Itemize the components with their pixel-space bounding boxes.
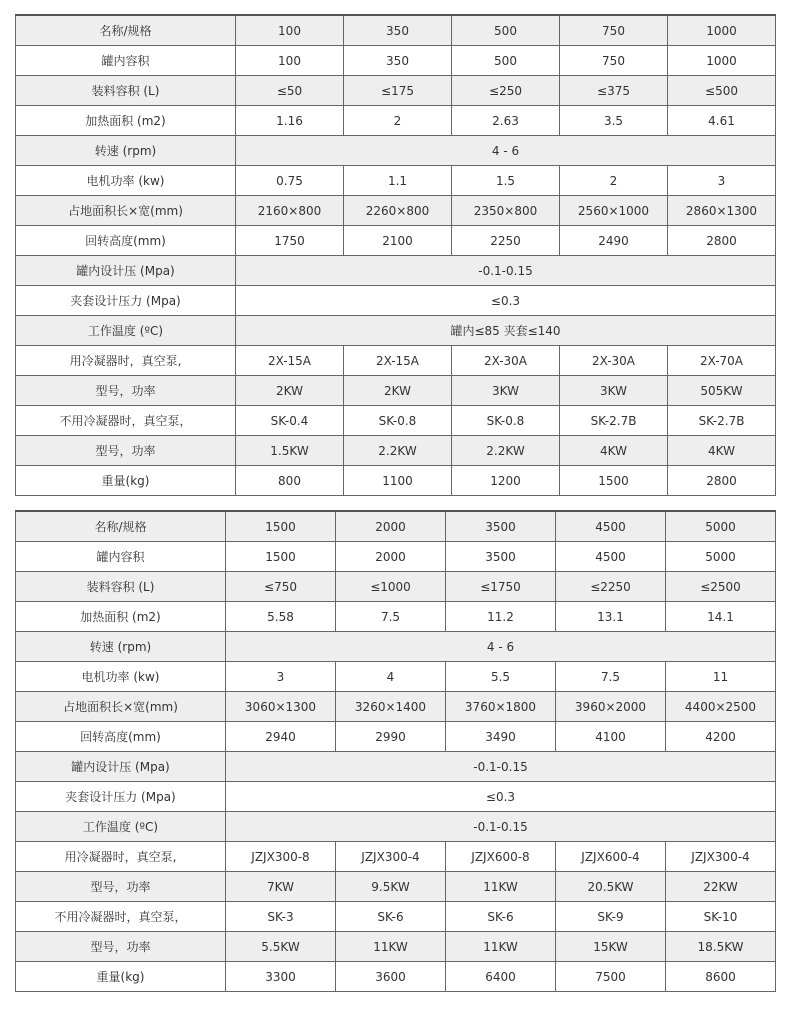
- value-cell: 7.5: [336, 602, 446, 632]
- value-cell: ≤500: [668, 76, 776, 106]
- value-cell: 18.5KW: [666, 932, 776, 962]
- value-cell: 4 - 6: [236, 136, 776, 166]
- value-cell: 3.5: [560, 106, 668, 136]
- table-row: [16, 196, 776, 226]
- table-row: [16, 346, 776, 376]
- value-cell: 6400: [446, 962, 556, 992]
- value-cell: 750: [560, 46, 668, 76]
- value-cell: JZJX300-8: [226, 842, 336, 872]
- value-cell: 0.75: [236, 166, 344, 196]
- value-cell: SK-9: [556, 902, 666, 932]
- value-cell: -0.1-0.15: [226, 752, 776, 782]
- column-header-cell: 2000: [336, 511, 446, 542]
- row-label-cell: 名称/规格: [16, 15, 236, 46]
- value-cell: 3490: [446, 722, 556, 752]
- table-row: [16, 812, 776, 842]
- row-label-cell: 用冷凝器时，真空泵,: [16, 842, 226, 872]
- value-cell: 3: [226, 662, 336, 692]
- value-cell: 2250: [452, 226, 560, 256]
- value-cell: 1100: [344, 466, 452, 496]
- value-cell: 2260×800: [344, 196, 452, 226]
- row-label-cell: 装料容积 (L): [16, 572, 226, 602]
- table-row: [16, 286, 776, 316]
- table-row: [16, 542, 776, 572]
- value-cell: 800: [236, 466, 344, 496]
- table-header-row: [16, 15, 776, 46]
- value-cell: ≤175: [344, 76, 452, 106]
- value-cell: 2X-15A: [344, 346, 452, 376]
- table-header-row: [16, 511, 776, 542]
- row-label-cell: 不用冷凝器时，真空泵，: [16, 406, 236, 436]
- row-label-cell: 罐内设计压 (Mpa): [16, 256, 236, 286]
- value-cell: 11.2: [446, 602, 556, 632]
- value-cell: 2.2KW: [344, 436, 452, 466]
- value-cell: ≤50: [236, 76, 344, 106]
- value-cell: 14.1: [666, 602, 776, 632]
- row-label-cell: 加热面积 (m2): [16, 602, 226, 632]
- value-cell: 3500: [446, 542, 556, 572]
- table-row: [16, 256, 776, 286]
- value-cell: 11: [666, 662, 776, 692]
- value-cell: 22KW: [666, 872, 776, 902]
- value-cell: 3260×1400: [336, 692, 446, 722]
- value-cell: ≤375: [560, 76, 668, 106]
- spec-table-2: [15, 510, 776, 992]
- row-label-cell: 不用冷凝器时，真空泵，: [16, 902, 226, 932]
- value-cell: 2.2KW: [452, 436, 560, 466]
- value-cell: 3060×1300: [226, 692, 336, 722]
- value-cell: 9.5KW: [336, 872, 446, 902]
- value-cell: ≤0.3: [226, 782, 776, 812]
- value-cell: 2X-15A: [236, 346, 344, 376]
- value-cell: 4KW: [560, 436, 668, 466]
- table-row: [16, 136, 776, 166]
- value-cell: 2KW: [344, 376, 452, 406]
- row-label-cell: 型号，功率: [16, 932, 226, 962]
- table-row: [16, 106, 776, 136]
- row-label-cell: 型号，功率: [16, 872, 226, 902]
- value-cell: 2800: [668, 466, 776, 496]
- value-cell: 1.1: [344, 166, 452, 196]
- value-cell: 5.5KW: [226, 932, 336, 962]
- value-cell: 2350×800: [452, 196, 560, 226]
- value-cell: 1500: [560, 466, 668, 496]
- value-cell: SK-0.8: [452, 406, 560, 436]
- table-row: [16, 376, 776, 406]
- value-cell: 5000: [666, 542, 776, 572]
- row-label-cell: 罐内设计压 (Mpa): [16, 752, 226, 782]
- value-cell: 2.63: [452, 106, 560, 136]
- value-cell: 2940: [226, 722, 336, 752]
- table-row: [16, 662, 776, 692]
- value-cell: 4100: [556, 722, 666, 752]
- value-cell: 7KW: [226, 872, 336, 902]
- table-row: [16, 602, 776, 632]
- column-header-cell: 350: [344, 15, 452, 46]
- value-cell: 3: [668, 166, 776, 196]
- row-label-cell: 重量(kg): [16, 962, 226, 992]
- value-cell: -0.1-0.15: [236, 256, 776, 286]
- row-label-cell: 工作温度 (ºC): [16, 316, 236, 346]
- value-cell: 13.1: [556, 602, 666, 632]
- value-cell: 2: [560, 166, 668, 196]
- table-row: [16, 902, 776, 932]
- value-cell: 3600: [336, 962, 446, 992]
- table-row: [16, 226, 776, 256]
- value-cell: 7500: [556, 962, 666, 992]
- column-header-cell: 750: [560, 15, 668, 46]
- row-label-cell: 工作温度 (ºC): [16, 812, 226, 842]
- column-header-cell: 1500: [226, 511, 336, 542]
- row-label-cell: 回转高度(mm): [16, 226, 236, 256]
- value-cell: SK-10: [666, 902, 776, 932]
- value-cell: SK-2.7B: [560, 406, 668, 436]
- value-cell: ≤250: [452, 76, 560, 106]
- value-cell: 1.5: [452, 166, 560, 196]
- value-cell: 3KW: [560, 376, 668, 406]
- value-cell: 505KW: [668, 376, 776, 406]
- column-header-cell: 100: [236, 15, 344, 46]
- value-cell: JZJX600-8: [446, 842, 556, 872]
- column-header-cell: 4500: [556, 511, 666, 542]
- value-cell: 500: [452, 46, 560, 76]
- value-cell: 4: [336, 662, 446, 692]
- value-cell: 2X-70A: [668, 346, 776, 376]
- row-label-cell: 型号，功率: [16, 376, 236, 406]
- row-label-cell: 装料容积 (L): [16, 76, 236, 106]
- value-cell: 11KW: [446, 932, 556, 962]
- value-cell: 4.61: [668, 106, 776, 136]
- value-cell: 1.5KW: [236, 436, 344, 466]
- value-cell: 1.16: [236, 106, 344, 136]
- table-row: [16, 632, 776, 662]
- row-label-cell: 转速 (rpm): [16, 632, 226, 662]
- table-row: [16, 782, 776, 812]
- value-cell: -0.1-0.15: [226, 812, 776, 842]
- value-cell: 11KW: [446, 872, 556, 902]
- value-cell: 2990: [336, 722, 446, 752]
- value-cell: 2490: [560, 226, 668, 256]
- value-cell: SK-0.8: [344, 406, 452, 436]
- table-row: [16, 46, 776, 76]
- row-label-cell: 转速 (rpm): [16, 136, 236, 166]
- row-label-cell: 占地面积长×宽(mm): [16, 196, 236, 226]
- spec-table-1: [15, 14, 776, 496]
- column-header-cell: 5000: [666, 511, 776, 542]
- value-cell: 4200: [666, 722, 776, 752]
- value-cell: 2KW: [236, 376, 344, 406]
- value-cell: 2000: [336, 542, 446, 572]
- value-cell: 7.5: [556, 662, 666, 692]
- value-cell: SK-6: [446, 902, 556, 932]
- value-cell: 1750: [236, 226, 344, 256]
- value-cell: 2560×1000: [560, 196, 668, 226]
- value-cell: 2: [344, 106, 452, 136]
- value-cell: 8600: [666, 962, 776, 992]
- row-label-cell: 电机功率 (kw): [16, 166, 236, 196]
- value-cell: ≤750: [226, 572, 336, 602]
- value-cell: SK-0.4: [236, 406, 344, 436]
- value-cell: JZJX600-4: [556, 842, 666, 872]
- value-cell: ≤0.3: [236, 286, 776, 316]
- table-row: [16, 722, 776, 752]
- row-label-cell: 占地面积长×宽(mm): [16, 692, 226, 722]
- value-cell: 5.58: [226, 602, 336, 632]
- value-cell: 350: [344, 46, 452, 76]
- table-row: [16, 406, 776, 436]
- value-cell: 3760×1800: [446, 692, 556, 722]
- value-cell: 3300: [226, 962, 336, 992]
- table-row: [16, 316, 776, 346]
- value-cell: 1200: [452, 466, 560, 496]
- value-cell: 2800: [668, 226, 776, 256]
- row-label-cell: 罐内容积: [16, 542, 226, 572]
- value-cell: ≤2500: [666, 572, 776, 602]
- row-label-cell: 夹套设计压力 (Mpa): [16, 286, 236, 316]
- value-cell: 4 - 6: [226, 632, 776, 662]
- table-row: [16, 692, 776, 722]
- value-cell: SK-2.7B: [668, 406, 776, 436]
- column-header-cell: 3500: [446, 511, 556, 542]
- table-row: [16, 962, 776, 992]
- table-row: [16, 842, 776, 872]
- value-cell: 4500: [556, 542, 666, 572]
- value-cell: 4KW: [668, 436, 776, 466]
- row-label-cell: 夹套设计压力 (Mpa): [16, 782, 226, 812]
- value-cell: 1500: [226, 542, 336, 572]
- row-label-cell: 罐内容积: [16, 46, 236, 76]
- table-row: [16, 932, 776, 962]
- table-row: [16, 436, 776, 466]
- row-label-cell: 电机功率 (kw): [16, 662, 226, 692]
- table-row: [16, 572, 776, 602]
- value-cell: ≤1000: [336, 572, 446, 602]
- value-cell: 100: [236, 46, 344, 76]
- value-cell: ≤1750: [446, 572, 556, 602]
- value-cell: 2X-30A: [560, 346, 668, 376]
- row-label-cell: 重量(kg): [16, 466, 236, 496]
- table-row: [16, 76, 776, 106]
- value-cell: 罐内≤85 夹套≤140: [236, 316, 776, 346]
- value-cell: 2100: [344, 226, 452, 256]
- value-cell: 20.5KW: [556, 872, 666, 902]
- value-cell: SK-3: [226, 902, 336, 932]
- column-header-cell: 500: [452, 15, 560, 46]
- value-cell: 11KW: [336, 932, 446, 962]
- table-row: [16, 872, 776, 902]
- table-row: [16, 752, 776, 782]
- value-cell: 2860×1300: [668, 196, 776, 226]
- value-cell: 3960×2000: [556, 692, 666, 722]
- value-cell: JZJX300-4: [666, 842, 776, 872]
- value-cell: 1000: [668, 46, 776, 76]
- value-cell: 3KW: [452, 376, 560, 406]
- value-cell: SK-6: [336, 902, 446, 932]
- row-label-cell: 型号，功率: [16, 436, 236, 466]
- row-label-cell: 用冷凝器时，真空泵,: [16, 346, 236, 376]
- value-cell: 15KW: [556, 932, 666, 962]
- value-cell: 4400×2500: [666, 692, 776, 722]
- table-row: [16, 466, 776, 496]
- value-cell: ≤2250: [556, 572, 666, 602]
- table-row: [16, 166, 776, 196]
- value-cell: 2X-30A: [452, 346, 560, 376]
- value-cell: JZJX300-4: [336, 842, 446, 872]
- value-cell: 5.5: [446, 662, 556, 692]
- row-label-cell: 名称/规格: [16, 511, 226, 542]
- value-cell: 2160×800: [236, 196, 344, 226]
- row-label-cell: 回转高度(mm): [16, 722, 226, 752]
- row-label-cell: 加热面积 (m2): [16, 106, 236, 136]
- column-header-cell: 1000: [668, 15, 776, 46]
